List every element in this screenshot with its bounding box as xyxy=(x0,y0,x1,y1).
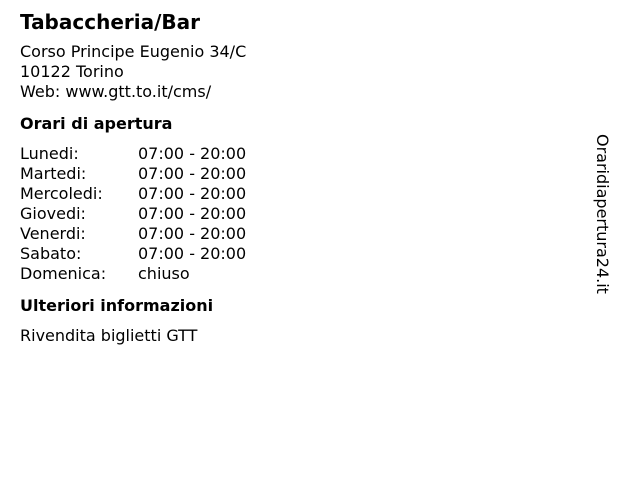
day-label: Lunedi: xyxy=(20,144,79,163)
day-label: Martedi: xyxy=(20,164,87,183)
time-value: 07:00 - 20:00 xyxy=(138,144,247,163)
additional-info-text: Rivendita biglietti GTT xyxy=(20,326,198,345)
time-value: 07:00 - 20:00 xyxy=(138,224,247,243)
hours-row-wednesday xyxy=(20,184,580,204)
day-label: Giovedi: xyxy=(20,204,86,223)
time-value: 07:00 - 20:00 xyxy=(138,244,247,263)
website-link[interactable]: Web: www.gtt.to.it/cms/ xyxy=(20,82,212,101)
address-street: Corso Principe Eugenio 34/C xyxy=(20,42,247,61)
day-label: Venerdi: xyxy=(20,224,86,243)
opening-hours-heading: Orari di apertura xyxy=(20,114,173,133)
site-watermark: Oraridiapertura24.it xyxy=(593,134,612,294)
opening-hours-table xyxy=(20,144,580,284)
store-name: Tabaccheria/Bar xyxy=(20,10,201,34)
store-info-card xyxy=(20,8,580,346)
time-value: 07:00 - 20:00 xyxy=(138,164,247,183)
hours-row-monday xyxy=(20,144,580,164)
day-label: Sabato: xyxy=(20,244,82,263)
hours-row-thursday xyxy=(20,204,580,224)
day-label: Mercoledi: xyxy=(20,184,103,203)
hours-row-sunday xyxy=(20,264,580,284)
day-label: Domenica: xyxy=(20,264,107,283)
time-value: 07:00 - 20:00 xyxy=(138,184,247,203)
address-city: 10122 Torino xyxy=(20,62,124,81)
store-address xyxy=(20,42,580,102)
hours-row-friday xyxy=(20,224,580,244)
additional-info-heading: Ulteriori informazioni xyxy=(20,296,214,315)
time-value: 07:00 - 20:00 xyxy=(138,204,247,223)
hours-row-tuesday xyxy=(20,164,580,184)
hours-row-saturday xyxy=(20,244,580,264)
time-value: chiuso xyxy=(138,264,190,283)
